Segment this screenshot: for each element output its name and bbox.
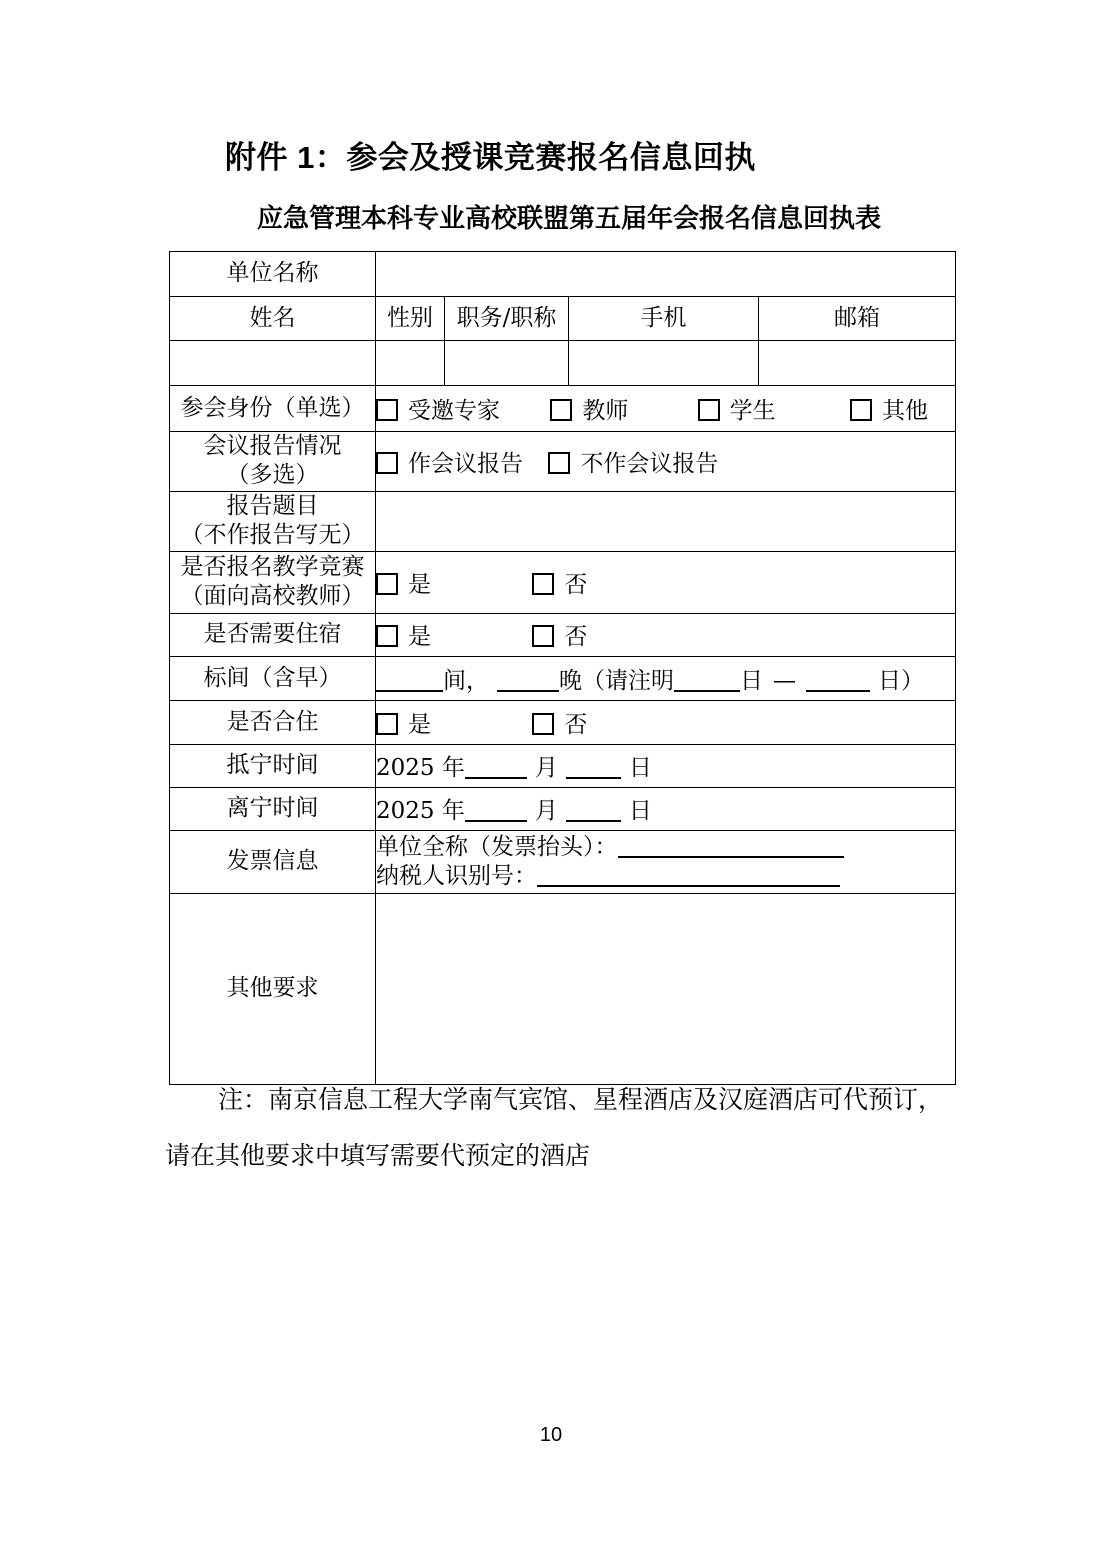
invoice-line2-text: 纳税人识别号： xyxy=(376,862,537,889)
phone-value-cell xyxy=(569,341,759,386)
invoice-detail-cell xyxy=(376,830,956,893)
table-row-share xyxy=(170,700,956,744)
col-header-gender: 性别 xyxy=(376,297,445,341)
competition-option-yes xyxy=(376,566,431,599)
arrival-year: 2025 年 xyxy=(376,755,465,782)
share-option-no xyxy=(532,706,587,739)
report-title-label-line2: （不作报告写无） xyxy=(180,522,365,549)
date-range-dash: — xyxy=(773,667,796,694)
fill-in-blank-line xyxy=(674,674,740,692)
name-value-cell xyxy=(170,341,376,386)
departure-date-cell xyxy=(376,787,956,830)
option-label: 是 xyxy=(408,711,431,738)
table-row-competition xyxy=(170,551,956,613)
lodging-option-yes xyxy=(376,618,431,651)
checkbox-icon xyxy=(376,399,398,421)
lodging-option-no xyxy=(532,618,587,651)
report-title-value-cell xyxy=(376,491,956,551)
departure-month: 月 xyxy=(534,798,558,825)
report-label-line2: （多选） xyxy=(226,462,319,489)
identity-option-expert xyxy=(376,392,500,425)
option-label: 学生 xyxy=(729,398,776,424)
option-label: 是 xyxy=(408,624,431,651)
table-row-lodging xyxy=(170,613,956,656)
option-label: 不作会议报告 xyxy=(580,450,719,477)
footnote-line2: 请在其他要求中填写需要代预定的酒店 xyxy=(165,1141,591,1170)
identity-label: 参会身份（单选） xyxy=(170,386,376,432)
table-row-report xyxy=(170,432,956,492)
unit-name-label: 单位名称 xyxy=(170,252,376,297)
form-title: 应急管理本科专业高校联盟第五届年会报名信息回执表 xyxy=(256,204,881,234)
unit-name-value-cell xyxy=(376,252,956,297)
table-row-report-title xyxy=(170,491,956,551)
report-label-line1: 会议报告情况 xyxy=(203,433,342,459)
checkbox-icon xyxy=(550,399,572,421)
checkbox-icon xyxy=(548,452,570,474)
fill-in-blank-line xyxy=(806,674,870,692)
option-label: 否 xyxy=(564,624,588,651)
report-title-label xyxy=(170,491,376,551)
invoice-line-title xyxy=(376,833,955,862)
report-label xyxy=(170,432,376,492)
lodging-label: 是否需要住宿 xyxy=(170,613,376,656)
option-label: 其他 xyxy=(881,398,928,424)
report-option-none xyxy=(548,445,718,478)
arrival-day: 日 xyxy=(628,755,652,782)
table-row-identity xyxy=(170,386,956,432)
checkbox-icon xyxy=(532,713,554,735)
col-header-email: 邮箱 xyxy=(759,297,956,341)
position-value-cell xyxy=(445,341,569,386)
fill-in-blank-line xyxy=(465,804,527,822)
invoice-label: 发票信息 xyxy=(170,830,376,893)
option-label: 否 xyxy=(564,571,588,598)
competition-label-line1: 是否报名教学竞赛 xyxy=(180,553,365,580)
table-row-room xyxy=(170,656,956,700)
competition-option-no xyxy=(532,566,587,599)
option-label: 受邀专家 xyxy=(408,398,500,424)
departure-day: 日 xyxy=(628,798,652,825)
col-header-name: 姓名 xyxy=(170,297,376,341)
checkbox-icon xyxy=(376,452,398,474)
arrival-month: 月 xyxy=(534,755,558,782)
fill-in-blank-line xyxy=(566,761,621,779)
invoice-line-taxid xyxy=(376,862,955,891)
email-value-cell xyxy=(759,341,956,386)
table-row-attendee-blank xyxy=(170,341,956,386)
identity-option-other xyxy=(850,392,928,425)
report-title-label-line1: 报告题目 xyxy=(226,492,319,519)
arrival-label: 抵宁时间 xyxy=(170,744,376,787)
gender-value-cell xyxy=(376,341,445,386)
checkbox-icon xyxy=(698,399,720,421)
table-row-invoice xyxy=(170,830,956,893)
fill-in-blank-line xyxy=(566,804,621,822)
checkbox-icon xyxy=(376,625,398,647)
registration-table xyxy=(169,251,956,1085)
col-header-position: 职务/职称 xyxy=(445,297,569,341)
room-label: 标间（含早） xyxy=(170,656,376,700)
page-number: 10 xyxy=(539,1424,563,1446)
identity-option-teacher xyxy=(550,392,628,425)
checkbox-icon xyxy=(532,625,554,647)
competition-options-cell xyxy=(376,551,956,613)
share-label: 是否合住 xyxy=(170,700,376,744)
checkbox-icon xyxy=(532,573,554,595)
room-seg-day-from: 日 xyxy=(740,667,763,694)
share-options-cell xyxy=(376,700,956,744)
departure-year: 2025 年 xyxy=(376,798,465,825)
arrival-date-cell xyxy=(376,744,956,787)
identity-options-cell xyxy=(376,386,956,432)
checkbox-icon xyxy=(376,713,398,735)
departure-label: 离宁时间 xyxy=(170,787,376,830)
competition-label xyxy=(170,551,376,613)
invoice-line1-text: 单位全称（发票抬头）： xyxy=(376,833,618,860)
fill-in-blank-line xyxy=(618,840,844,858)
lodging-options-cell xyxy=(376,613,956,656)
report-options-cell xyxy=(376,432,956,492)
room-seg-day-to: 日） xyxy=(878,667,924,694)
table-row-header xyxy=(170,297,956,341)
room-seg-rooms: 间， xyxy=(443,667,489,694)
fill-in-blank-line xyxy=(537,869,840,887)
checkbox-icon xyxy=(850,399,872,421)
option-label: 是 xyxy=(408,571,431,598)
identity-option-student xyxy=(698,392,776,425)
table-row-departure xyxy=(170,787,956,830)
checkbox-icon xyxy=(376,573,398,595)
other-value-cell xyxy=(376,893,956,1084)
option-label: 否 xyxy=(564,711,588,738)
room-detail-cell xyxy=(376,656,956,700)
table-row-unit-name xyxy=(170,252,956,297)
room-seg-nights: 晚（请注明 xyxy=(559,667,674,694)
report-option-give xyxy=(376,445,523,478)
share-option-yes xyxy=(376,706,431,739)
attachment-title: 附件 1：参会及授课竞赛报名信息回执 xyxy=(225,140,756,175)
footnote-line1: 注：南京信息工程大学南气宾馆、星程酒店及汉庭酒店可代预订， xyxy=(218,1085,944,1114)
table-row-arrival xyxy=(170,744,956,787)
footnote xyxy=(165,1082,965,1174)
option-label: 教师 xyxy=(582,398,629,424)
col-header-phone: 手机 xyxy=(569,297,759,341)
table-row-other xyxy=(170,893,956,1084)
fill-in-blank-line xyxy=(497,674,559,692)
option-label: 作会议报告 xyxy=(408,450,523,477)
fill-in-blank-line xyxy=(465,761,527,779)
other-label: 其他要求 xyxy=(170,893,376,1084)
fill-in-blank-line xyxy=(376,674,443,692)
competition-label-line2: （面向高校教师） xyxy=(180,583,365,610)
